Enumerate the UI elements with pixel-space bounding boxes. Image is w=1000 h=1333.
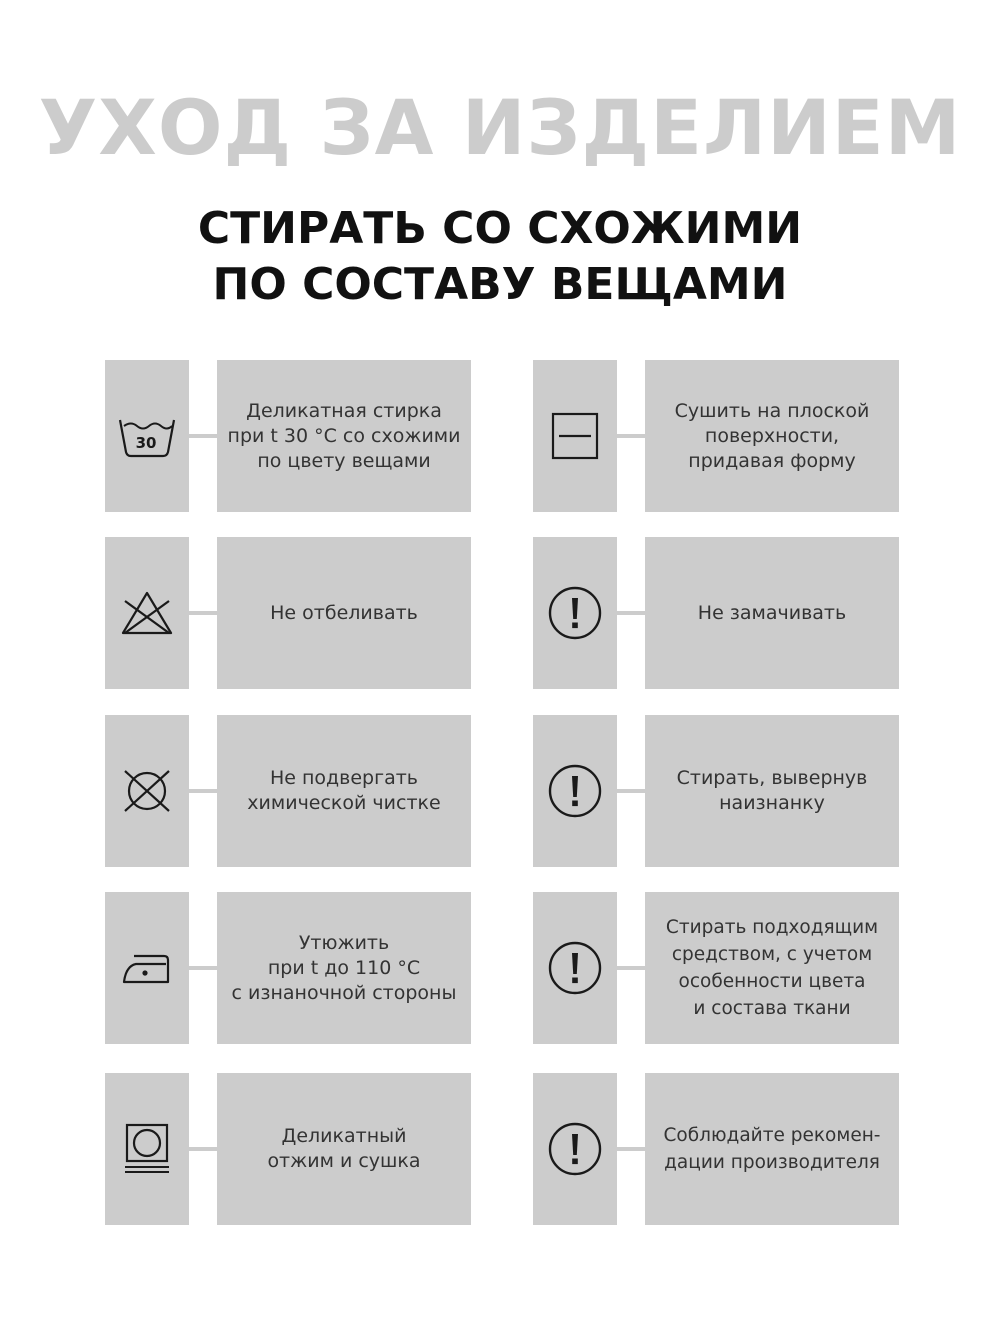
text-box (645, 537, 899, 689)
care-item-dry-flat (533, 360, 899, 512)
connector-line (617, 1147, 645, 1151)
text-box (217, 715, 471, 867)
text-box (217, 892, 471, 1044)
icon-box (105, 715, 189, 867)
text-box (645, 1073, 899, 1225)
icon-box (533, 892, 617, 1044)
care-item-tumble-dry (105, 1073, 471, 1225)
care-text: Стирать подходящим средством, с учетом особенности цвета и состава ткани (665, 917, 879, 1019)
connector-line (189, 434, 217, 438)
icon-box (105, 1073, 189, 1225)
text-box (217, 537, 471, 689)
warning-icon (547, 585, 603, 641)
care-text: Утюжить при t до 110 °С с изнаночной стороны (231, 931, 457, 1004)
icon-box (533, 360, 617, 512)
connector-line (189, 966, 217, 970)
connector-line (617, 966, 645, 970)
connector-line (189, 789, 217, 793)
warning-icon (547, 1121, 603, 1177)
care-text: Деликатный отжим и сушка (267, 1125, 421, 1172)
text-box (217, 360, 471, 512)
care-item-no-bleach (105, 537, 471, 689)
dry-flat-icon (550, 411, 600, 461)
care-text: Не подвергать химической чистке (247, 767, 441, 814)
care-item-manufacturer-advice (533, 1073, 899, 1225)
icon-box (533, 715, 617, 867)
icon-box (105, 360, 189, 512)
icon-box (533, 1073, 617, 1225)
care-text: Соблюдайте рекомен- дации производителя (663, 1125, 881, 1173)
connector-line (189, 611, 217, 615)
connector-line (617, 789, 645, 793)
warning-icon (547, 763, 603, 819)
subtitle-line-2: ПО СОСТАВУ ВЕЩАМИ (212, 259, 788, 310)
care-item-suitable-detergent (533, 892, 899, 1044)
care-text: Деликатная стирка при t 30 °С со схожими по цвету вещами (227, 399, 461, 472)
connector-line (617, 434, 645, 438)
wash-30-icon (117, 412, 177, 460)
icon-box (533, 537, 617, 689)
iron-low-icon (118, 948, 176, 988)
warning-icon (547, 940, 603, 996)
tumble-dry-gentle-icon (123, 1121, 171, 1177)
care-item-no-dry-clean (105, 715, 471, 867)
icon-box (105, 892, 189, 1044)
icon-box (105, 537, 189, 689)
care-text: Не замачивать (697, 601, 847, 624)
no-bleach-icon (119, 589, 175, 637)
no-dry-clean-icon (119, 767, 175, 815)
care-item-iron (105, 892, 471, 1044)
care-item-inside-out (533, 715, 899, 867)
connector-line (189, 1147, 217, 1151)
text-box (645, 360, 899, 512)
care-item-no-soak (533, 537, 899, 689)
care-text: Стирать, вывернув наизнанку (676, 767, 868, 814)
subtitle-line-1: СТИРАТЬ СО СХОЖИМИ (197, 203, 803, 254)
care-item-wash-30 (105, 360, 471, 512)
text-box (645, 715, 899, 867)
connector-line (617, 611, 645, 615)
wash-temperature-label: 30 (135, 434, 157, 452)
care-text: Сушить на плоской поверхности, придавая форму (674, 399, 870, 472)
text-box (217, 1073, 471, 1225)
page-title: УХОД ЗА ИЗДЕЛИЕМ (38, 83, 962, 172)
care-text: Не отбеливать (270, 601, 418, 624)
text-box (645, 892, 899, 1044)
